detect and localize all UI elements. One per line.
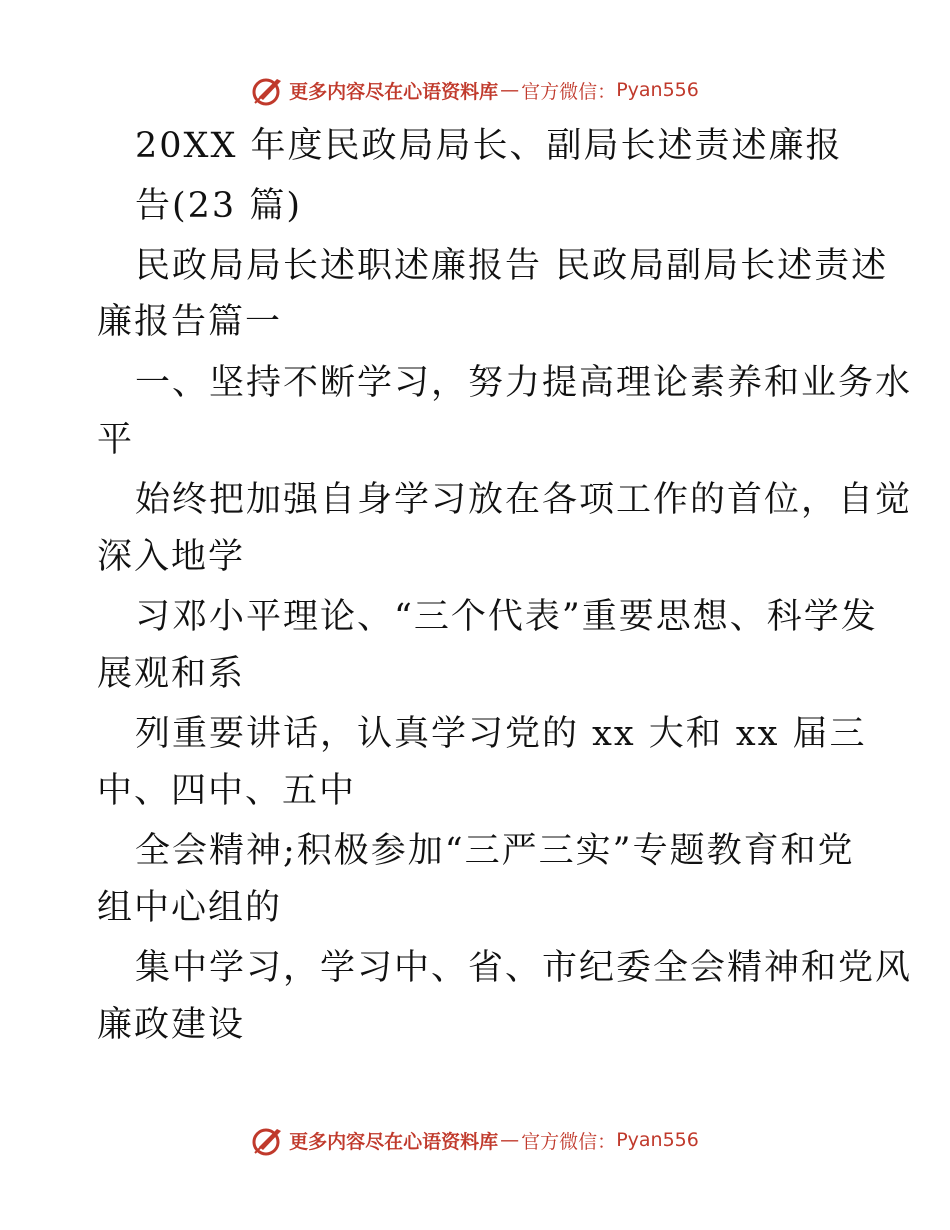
doc-subtitle-line-1: 民政局局长述职述廉报告 民政局副局长述责述 <box>135 246 889 286</box>
header-watermark <box>0 70 950 110</box>
footer-watermark <box>0 1120 950 1160</box>
watermark-site-name: 更多内容尽在心语资料库 <box>289 80 499 103</box>
paragraph-line: 组中心组的 <box>97 888 283 928</box>
watermark-official-label: 官方微信： <box>521 1130 617 1153</box>
watermark-site-name: 更多内容尽在心语资料库 <box>289 1130 499 1153</box>
section-heading-line-1: 一、坚持不断学习，努力提高理论素养和业务水 <box>135 363 913 403</box>
paragraph-line: 列重要讲话，认真学习党的 xx 大和 xx 届三 <box>135 714 867 754</box>
paragraph-line: 始终把加强自身学习放在各项工作的首位，自觉 <box>135 480 913 520</box>
watermark-dash: — <box>500 1129 520 1151</box>
watermark-official-label: 官方微信： <box>521 80 617 103</box>
paragraph-line: 廉政建设 <box>97 1005 246 1045</box>
paragraph-line: 集中学习，学习中、省、市纪委全会精神和党风 <box>135 948 913 988</box>
doc-title-line-1: 20XX 年度民政局局长、副局长述责述廉报 <box>135 126 843 166</box>
quill-logo-icon <box>251 1123 285 1157</box>
doc-subtitle-line-2: 廉报告篇一 <box>97 302 283 342</box>
quill-logo-icon <box>251 73 285 107</box>
doc-title-line-2: 告(23 篇) <box>135 186 302 226</box>
paragraph-line: 全会精神;积极参加“三严三实”专题教育和党 <box>135 831 855 871</box>
watermark-account: Pyan556 <box>616 79 699 101</box>
watermark-account: Pyan556 <box>616 1129 699 1151</box>
paragraph-line: 中、四中、五中 <box>97 771 357 811</box>
paragraph-line: 展观和系 <box>97 654 246 694</box>
paragraph-line: 深入地学 <box>97 537 246 577</box>
paragraph-line: 习邓小平理论、“三个代表”重要思想、科学发 <box>135 597 878 637</box>
section-heading-line-2: 平 <box>97 420 135 460</box>
watermark-dash: — <box>500 79 520 101</box>
